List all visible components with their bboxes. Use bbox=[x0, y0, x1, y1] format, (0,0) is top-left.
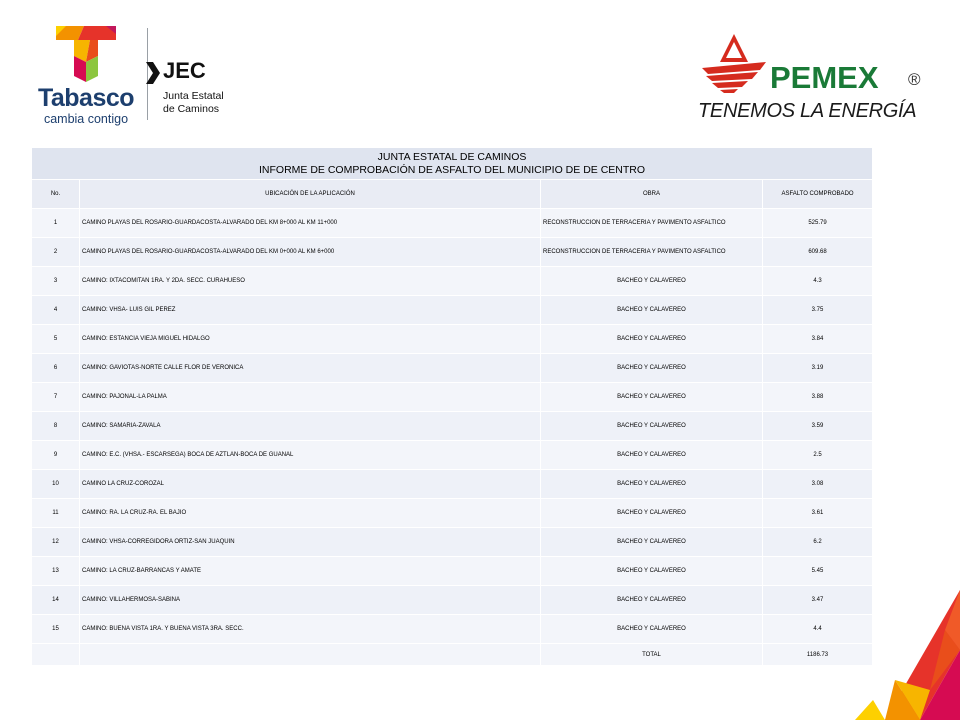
cell-obra: BACHEO Y CALAVEREO bbox=[541, 383, 763, 412]
jec-acronym: JEC bbox=[163, 58, 206, 83]
pemex-slogan: TENEMOS LA ENERGÍA bbox=[698, 100, 917, 122]
tabasco-logo-word: Tabasco bbox=[37, 84, 135, 112]
cell-obra: RECONSTRUCCION DE TERRACERIA Y PAVIMENTO ASFALTICO bbox=[541, 209, 763, 238]
cell-obra: BACHEO Y CALAVEREO bbox=[541, 528, 763, 557]
cell-no: 3 bbox=[32, 267, 80, 296]
total-label: TOTAL bbox=[541, 644, 763, 666]
table-row bbox=[32, 528, 873, 557]
cell-ubicacion: CAMINO: LA CRUZ-BARRANCAS Y AMATE bbox=[80, 557, 541, 586]
cell-asfalto: 3.88 bbox=[763, 383, 873, 412]
jec-subtitle bbox=[163, 90, 224, 116]
cell-asfalto: 3.19 bbox=[763, 354, 873, 383]
cell-asfalto: 4.3 bbox=[763, 267, 873, 296]
table-row bbox=[32, 296, 873, 325]
cell-no: 8 bbox=[32, 412, 80, 441]
cell-obra: BACHEO Y CALAVEREO bbox=[541, 354, 763, 383]
column-header-ubicacion: UBICACIÓN DE LA APLICACIÓN bbox=[80, 180, 541, 209]
cell-no: 15 bbox=[32, 615, 80, 644]
pemex-wordmark: PEMEX bbox=[770, 60, 879, 95]
asphalt-report-table bbox=[31, 147, 873, 666]
cell-obra: BACHEO Y CALAVEREO bbox=[541, 499, 763, 528]
table-row bbox=[32, 325, 873, 354]
cell-ubicacion: CAMINO: RA. LA CRUZ-RA. EL BAJIO bbox=[80, 499, 541, 528]
table-row bbox=[32, 557, 873, 586]
cell-asfalto: 3.47 bbox=[763, 586, 873, 615]
cell-obra: BACHEO Y CALAVEREO bbox=[541, 470, 763, 499]
table-row bbox=[32, 209, 873, 238]
total-row bbox=[32, 644, 873, 666]
jec-chevron-icon bbox=[146, 62, 160, 84]
column-header-no: No. bbox=[32, 180, 80, 209]
cell-no: 9 bbox=[32, 441, 80, 470]
cell-asfalto: 6.2 bbox=[763, 528, 873, 557]
table-row bbox=[32, 267, 873, 296]
cell-ubicacion: CAMINO: GAVIOTAS-NORTE CALLE FLOR DE VERONICA bbox=[80, 354, 541, 383]
pemex-registered-mark: ® bbox=[908, 70, 921, 89]
total-empty-cell bbox=[80, 644, 541, 666]
cell-asfalto: 3.75 bbox=[763, 296, 873, 325]
table-row bbox=[32, 412, 873, 441]
cell-ubicacion: CAMINO: IXTACOMITAN 1RA. Y 2DA. SECC. CURAHUESO bbox=[80, 267, 541, 296]
cell-no: 11 bbox=[32, 499, 80, 528]
column-header-asfalto: ASFALTO COMPROBADO bbox=[763, 180, 873, 209]
total-value: 1186.73 bbox=[763, 644, 873, 666]
table-row bbox=[32, 470, 873, 499]
cell-no: 1 bbox=[32, 209, 80, 238]
cell-no: 6 bbox=[32, 354, 80, 383]
cell-asfalto: 2.5 bbox=[763, 441, 873, 470]
report-title-row bbox=[32, 148, 873, 180]
cell-ubicacion: CAMINO: BUENA VISTA 1RA. Y BUENA VISTA 3RA. SECC. bbox=[80, 615, 541, 644]
cell-no: 2 bbox=[32, 238, 80, 267]
cell-no: 10 bbox=[32, 470, 80, 499]
tabasco-logo-tagline: cambia contigo bbox=[43, 112, 129, 126]
jec-logo bbox=[146, 58, 236, 122]
cell-asfalto: 3.59 bbox=[763, 412, 873, 441]
cell-ubicacion: CAMINO: ESTANCIA VIEJA MIGUEL HIDALGO bbox=[80, 325, 541, 354]
cell-obra: BACHEO Y CALAVEREO bbox=[541, 325, 763, 354]
pemex-logo bbox=[696, 30, 936, 130]
cell-obra: BACHEO Y CALAVEREO bbox=[541, 586, 763, 615]
cell-ubicacion: CAMINO: SAMARIA-ZAVALA bbox=[80, 412, 541, 441]
table-row bbox=[32, 615, 873, 644]
cell-asfalto: 3.08 bbox=[763, 470, 873, 499]
cell-ubicacion: CAMINO: VHSA- LUIS GIL PEREZ bbox=[80, 296, 541, 325]
cell-obra: BACHEO Y CALAVEREO bbox=[541, 267, 763, 296]
cell-no: 14 bbox=[32, 586, 80, 615]
cell-ubicacion: CAMINO PLAYAS DEL ROSARIO-GUARDACOSTA-ALVARADO DEL KM 0+000 AL KM 6+000 bbox=[80, 238, 541, 267]
table-row bbox=[32, 586, 873, 615]
cell-no: 4 bbox=[32, 296, 80, 325]
cell-no: 12 bbox=[32, 528, 80, 557]
pemex-eagle-icon bbox=[700, 32, 768, 94]
corner-decoration bbox=[825, 590, 960, 720]
cell-obra: RECONSTRUCCION DE TERRACERIA Y PAVIMENTO ASFALTICO bbox=[541, 238, 763, 267]
cell-ubicacion: CAMINO: E.C. (VHSA.- ESCARSEGA) BOCA DE AZTLAN-BOCA DE GUANAL bbox=[80, 441, 541, 470]
cell-no: 13 bbox=[32, 557, 80, 586]
table-row bbox=[32, 354, 873, 383]
cell-asfalto: 5.45 bbox=[763, 557, 873, 586]
cell-no: 5 bbox=[32, 325, 80, 354]
table-row bbox=[32, 383, 873, 412]
cell-ubicacion: CAMINO: PAJONAL-LA PALMA bbox=[80, 383, 541, 412]
jec-subtitle-line2: de Caminos bbox=[163, 103, 220, 115]
report-title-line1: JUNTA ESTATAL DE CAMINOS bbox=[377, 150, 527, 163]
cell-asfalto: 4.4 bbox=[763, 615, 873, 644]
cell-asfalto: 3.61 bbox=[763, 499, 873, 528]
column-header-row bbox=[32, 180, 873, 209]
cell-obra: BACHEO Y CALAVEREO bbox=[541, 615, 763, 644]
cell-ubicacion: CAMINO LA CRUZ-COROZAL bbox=[80, 470, 541, 499]
cell-obra: BACHEO Y CALAVEREO bbox=[541, 412, 763, 441]
column-header-obra: OBRA bbox=[541, 180, 763, 209]
total-empty-cell bbox=[32, 644, 80, 666]
report-title-line2: INFORME DE COMPROBACIÓN DE ASFALTO DEL MUNICIPIO DE DE CENTRO bbox=[259, 163, 646, 176]
cell-ubicacion: CAMINO: VHSA-CORREGIDORA ORTIZ-SAN JUAQUIN bbox=[80, 528, 541, 557]
table-row bbox=[32, 441, 873, 470]
cell-asfalto: 609.68 bbox=[763, 238, 873, 267]
cell-asfalto: 3.84 bbox=[763, 325, 873, 354]
cell-obra: BACHEO Y CALAVEREO bbox=[541, 557, 763, 586]
cell-obra: BACHEO Y CALAVEREO bbox=[541, 441, 763, 470]
cell-no: 7 bbox=[32, 383, 80, 412]
cell-ubicacion: CAMINO PLAYAS DEL ROSARIO-GUARDACOSTA-ALVARADO DEL KM 8+000 AL KM 11+000 bbox=[80, 209, 541, 238]
table-row bbox=[32, 238, 873, 267]
cell-asfalto: 525.79 bbox=[763, 209, 873, 238]
jec-subtitle-line1: Junta Estatal bbox=[163, 90, 224, 102]
report-title-cell bbox=[32, 148, 873, 180]
tabasco-t-mark-icon bbox=[56, 26, 116, 82]
table-row bbox=[32, 499, 873, 528]
cell-ubicacion: CAMINO: VILLAHERMOSA-SABINA bbox=[80, 586, 541, 615]
tabasco-logo bbox=[32, 26, 140, 126]
cell-obra: BACHEO Y CALAVEREO bbox=[541, 296, 763, 325]
